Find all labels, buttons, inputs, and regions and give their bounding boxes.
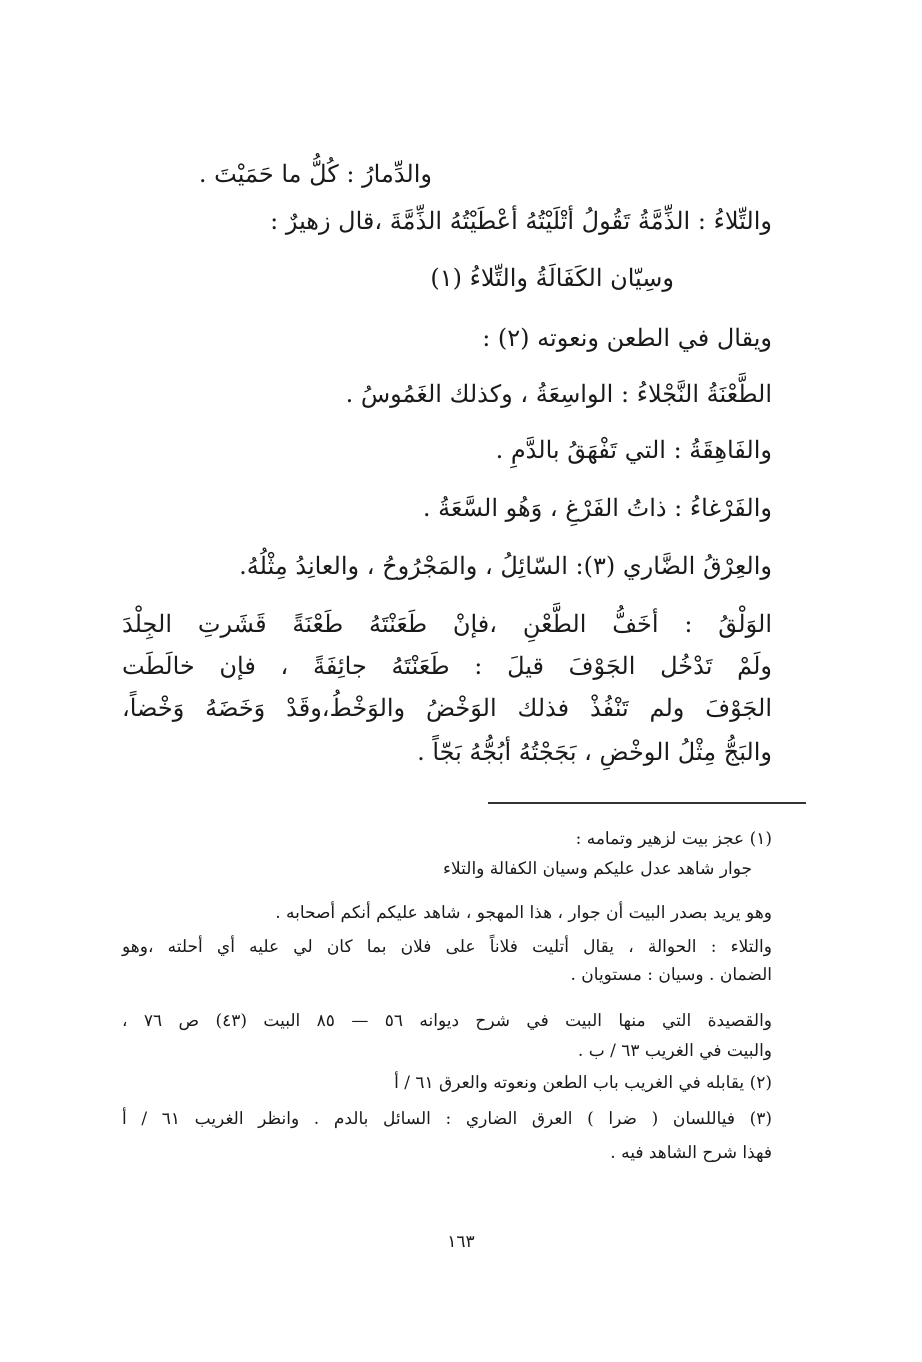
body-line-dimar: والدِّمارُ : كُلُّ ما حَمَيْتَ .	[198, 160, 432, 188]
body-line-irq: والعِرْقُ الضَّاري (٣): السّائِلُ ، والمَجْرُوحُ ، والعانِدُ مِثْلُهُ.	[239, 552, 772, 580]
body-line-fahiqa: والفَاهِقَةُ : التي تَفْهَقُ بالدَّمِ .	[495, 436, 772, 464]
footnote-1-gharib: والبيت في الغريب ٦٣ / ب .	[577, 1041, 772, 1061]
body-line-tilaa: والتِّلاءُ : الذِّمَّةُ تَقُولُ أتْلَيْتُهُ أعْطَيْتُهُ الذِّمَّةَ ،قال زهيرٌ :	[270, 207, 772, 235]
verse-line: وسِيّان الكَفَالَةُ والتِّلاءُ (١)	[430, 264, 674, 292]
body-line-bajj: والبَجُّ مِثْلُ الوخْضِ ، بَجَجْتُهُ أبُجُّهُ بَجّاً .	[417, 738, 772, 766]
footnote-3: (٣) فياللسان ( ضرا ) العرق الضاري : السائل بالدم . وانظر الغريب ٦١ / أ	[122, 1109, 772, 1129]
body-line-taan-heading: ويقال في الطعن ونعوته (٢) :	[482, 324, 772, 352]
body-line-najlaa: الطَّعْنَةُ النَّجْلاءُ : الواسِعَةُ ، وكذلك الغَمُوسُ .	[345, 380, 772, 408]
body-line-walq-3: الجَوْفَ ولم تَنْفُذْ فذلك الوَخْضُ والوَخْطُ،وقَدْ وَخَضَهُ وَخْضاً،	[122, 694, 772, 722]
footnote-2: (٢) يقابله في الغريب باب الطعن ونعوته والعرق ٦١ / أ	[394, 1073, 772, 1093]
footnote-3-cont: فهذا شرح الشاهد فيه .	[610, 1143, 772, 1163]
footnote-1-verse: جوار شاهد عدل عليكم وسيان الكفالة والتلاء	[443, 859, 752, 879]
body-line-walq-2: ولَمْ تَدْخُل الجَوْفَ قيلَ : طَعَنْتَهُ جائِفَةً ، فإن خالَطَت	[122, 652, 772, 680]
page-number: ١٦٣	[447, 1232, 475, 1252]
footnote-1-qasida: والقصيدة التي منها البيت في شرح ديوانه ٥٦ — ٨٥ البيت (٤٣) ص ٧٦ ،	[122, 1011, 773, 1031]
footnote-1-tilaa: والتلاء : الحوالة ، يقال أتليت فلاناً على فلان بما كان لي عليه أي أحلته ،وهو	[122, 937, 772, 957]
footnote-separator	[488, 802, 806, 804]
footnote-1-daman: الضمان . وسيان : مستويان .	[570, 965, 772, 985]
body-line-walq-1: الوَلْقُ : أخَفُّ الطَّعْنِ ،فإنْ طَعَنْتَهُ طَعْنَةً قَشَرتِ الجِلْدَ	[122, 610, 772, 638]
footnote-1-explanation: وهو يريد بصدر البيت أن جوار ، هذا المهجو ، شاهد عليكم أنكم أصحابه .	[275, 903, 772, 923]
footnote-1-intro: (١) عجز بيت لزهير وتمامه :	[575, 829, 772, 849]
body-line-farghaa: والفَرْغاءُ : ذاتُ الفَرْغِ ، وَهُو السَّعَةُ .	[422, 494, 772, 522]
